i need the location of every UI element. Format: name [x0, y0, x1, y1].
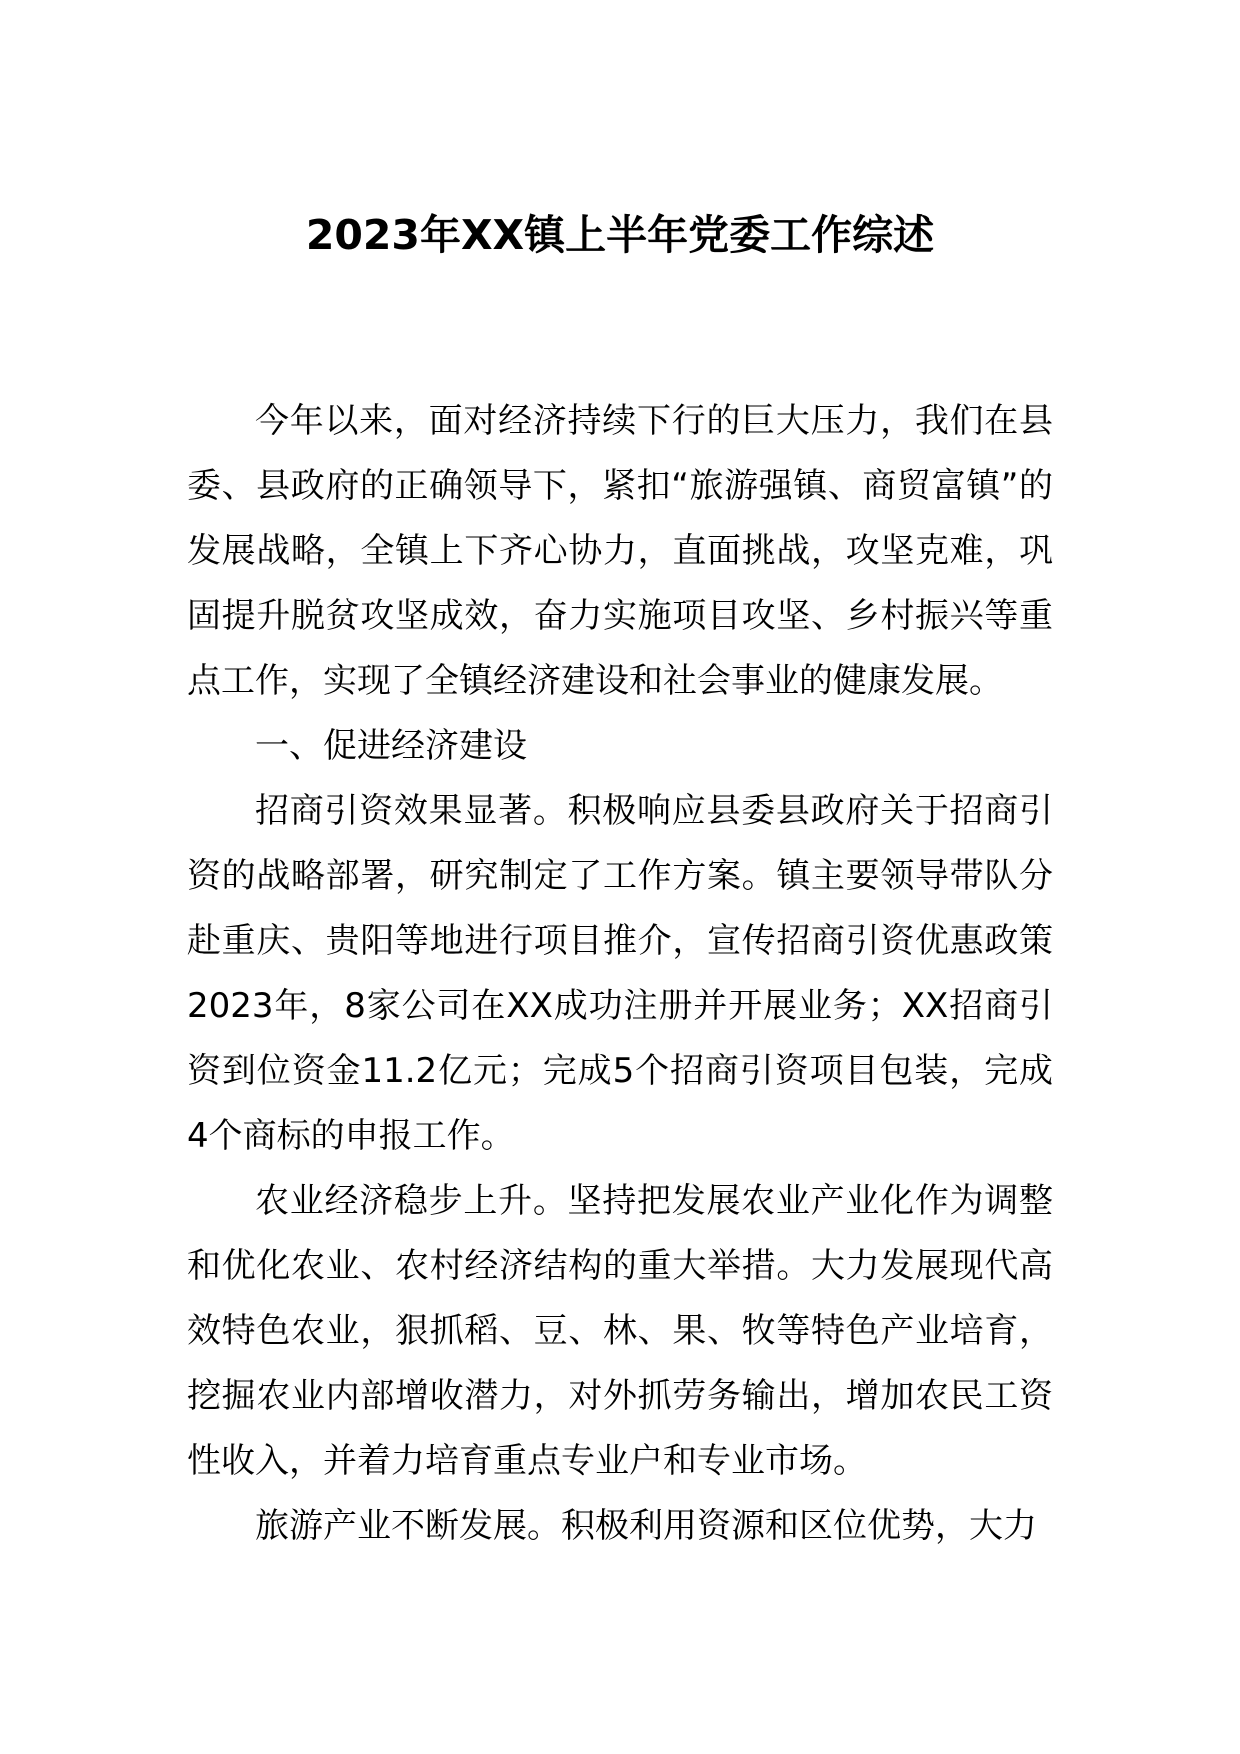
body-paragraph: 农业经济稳步上升。坚持把发展农业产业化作为调整和优化农业、农村经济结构的重大举措。大力发展现代高效特色农业，狠抓稻、豆、林、果、牧等特色产业培育，挖掘农业内部增收潜力，对外抓劳务输出，增加农民工资性收入，并着力培育重点专业户和专业市场。	[187, 1181, 1053, 1481]
section-heading: 一、促进经济建设	[255, 726, 527, 766]
body-paragraph: 旅游产业不断发展。积极利用资源和区位优势，大力	[255, 1506, 1037, 1546]
document-body	[187, 389, 1053, 1559]
intro-paragraph: 今年以来，面对经济持续下行的巨大压力，我们在县委、县政府的正确领导下，紧扣“旅游强镇、商贸富镇”的发展战略，全镇上下齐心协力，直面挑战，攻坚克难，巩固提升脱贫攻坚成效，奋力实施项目攻坚、乡村振兴等重点工作，实现了全镇经济建设和社会事业的健康发展。	[187, 401, 1053, 701]
body-paragraph: 招商引资效果显著。积极响应县委县政府关于招商引资的战略部署，研究制定了工作方案。镇主要领导带队分赴重庆、贵阳等地进行项目推介，宣传招商引资优惠政策2023年，8家公司在XX成功注册并开展业务；XX招商引资到位资金11.2亿元；完成5个招商引资项目包装，完成4个商标的申报工作。	[187, 791, 1053, 1156]
document-title: 2023年XX镇上半年党委工作综述	[305, 211, 935, 259]
